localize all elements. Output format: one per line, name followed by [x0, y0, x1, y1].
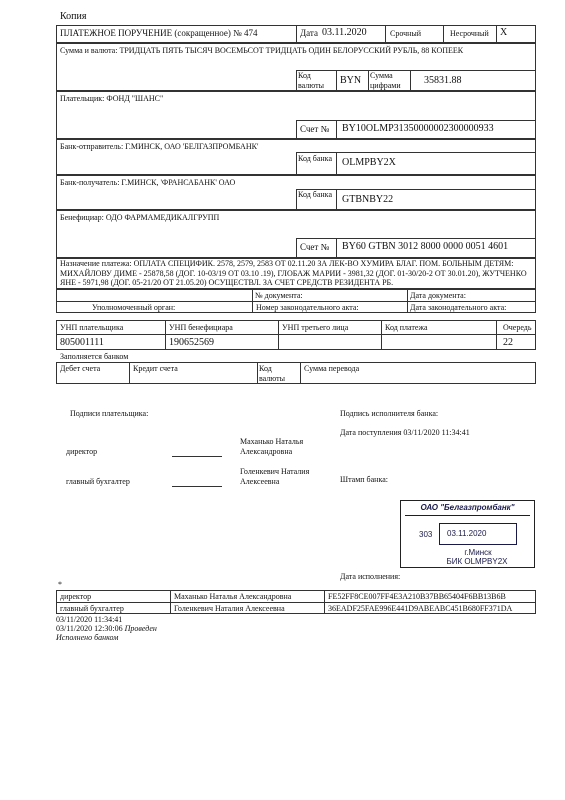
date-label: Дата: [300, 28, 318, 38]
payer-account-label: Счет №: [300, 124, 330, 134]
footer-executed: Исполнено банком: [56, 633, 119, 642]
stamp-city: г.Минск: [464, 548, 492, 557]
stamp-bik: БИК OLMPBY2X: [446, 557, 508, 566]
accountant-label: главный бухгалтер: [66, 477, 130, 486]
footer-processed-date: 03/11/2020 12:30:06: [56, 624, 123, 633]
bank-section-label: Заполняется банком: [60, 352, 129, 361]
act-number-label: Номер законодательного акта:: [256, 303, 359, 312]
accountant-name-line1: Голенкевич Наталия: [240, 467, 310, 476]
accountant-name-line2: Алексеевна: [240, 477, 280, 486]
asterisk-mark: *: [58, 580, 62, 589]
doc-date-label: Дата документа:: [410, 291, 466, 300]
nonurgent-mark: X: [500, 27, 508, 38]
sender-bank-label: Банк-отправитель: Г.МИНСК, ОАО 'БЕЛГАЗПРОМБАНК': [60, 142, 259, 151]
queue-value: 22: [503, 337, 513, 348]
queue-label: Очередь: [503, 323, 532, 332]
payment-code-label: Код платежа: [385, 323, 428, 332]
ecp-row-hash: 36EADF25FAE996E441D9ABEABC451B680FF371DA: [328, 604, 513, 613]
copy-label: Копия: [60, 11, 87, 22]
ecp-row-name: Маханько Наталья Александровна: [174, 592, 292, 601]
bank-signature-label: Подпись исполнителя банка:: [340, 409, 439, 418]
document-title: ПЛАТЕЖНОЕ ПОРУЧЕНИЕ (сокращенное) № 474: [60, 28, 258, 38]
sum-digits: 35831.88: [424, 75, 462, 86]
payer-label: Плательщик: ФОНД "ШАНС": [60, 94, 164, 103]
urgent-label: Срочный: [390, 29, 422, 38]
act-date-label: Дата законодательного акта:: [410, 303, 507, 312]
ecp-row-hash: FE52FF8CE007FF4E3A210B37BB65404F6BB13B6B: [328, 592, 506, 601]
authorized-body-label: Уполномоченный орган:: [92, 303, 176, 312]
footer-timestamp: 03/11/2020 11:34:41: [56, 615, 123, 624]
unp-payer-label: УНП плательщика: [60, 323, 124, 332]
ecp-row-name: Голенкевич Наталия Алексеевна: [174, 604, 285, 613]
received-date: Дата поступления 03/11/2020 11:34:41: [340, 428, 470, 437]
amount-label: Сумма и валюта: ТРИДЦАТЬ ПЯТЬ ТЫСЯЧ ВОСЕМЬСОТ ТРИДЦАТЬ ОДИН БЕЛОРУССКИЙ РУБЛЬ, 88 КОПЕЕК: [60, 46, 464, 55]
beneficiary-account: BY60 GTBN 3012 8000 0000 0051 4601: [342, 241, 509, 252]
stamp-date: 03.11.2020: [447, 529, 487, 538]
unp-beneficiary-label: УНП бенефициара: [169, 323, 233, 332]
unp-third-label: УНП третьего лица: [282, 323, 349, 332]
stamp-label: Штамп банка:: [340, 475, 388, 484]
credit-label: Кредит счета: [133, 364, 178, 373]
execution-date-label: Дата исполнения:: [340, 572, 401, 581]
bank-stamp: [400, 500, 535, 568]
date-value: 03.11.2020: [322, 27, 367, 38]
receiver-bank-code-label: Код банка: [298, 190, 332, 199]
currency-code: BYN: [340, 75, 362, 86]
payer-account: BY10OLMP31350000002300000933: [342, 123, 494, 134]
transfer-sum-label: Сумма перевода: [304, 364, 360, 373]
payer-signatures-label: Подписи плательщика:: [70, 409, 149, 418]
beneficiary-account-label: Счет №: [300, 242, 330, 252]
ecp-row-role: директор: [60, 592, 92, 601]
director-name-line1: Маханько Наталья: [240, 437, 304, 446]
director-label: директор: [66, 447, 98, 456]
unp-beneficiary-value: 190652569: [169, 337, 214, 348]
nonurgent-label: Несрочный: [450, 29, 489, 38]
currency-code-label: Код валюты: [298, 71, 325, 90]
sender-bank-code-label: Код банка: [298, 154, 332, 163]
footer-processed-status: Проведен: [124, 624, 157, 633]
beneficiary-label: Бенефициар: ОДО ФАРМАМЕДИКАЛГРУПП: [60, 213, 220, 222]
payment-purpose: Назначение платежа: ОПЛАТА СПЕЦИФИК. 2578, 2579, 2583 ОТ 02.11.20 ЗА ЛЕК-ВО ХУМИРА БЛАГ. ПОМ. БОЛЬНЫМ ДЕТЯМ: МИХАЙЛОВУ ДИМЕ - 25878,58 (ДОГ. 10-03/19 ОТ 03.10 .19), ГЛОБАЖ МАРИИ - 3981,32 (ДОГ. 01-30/20-2 ОТ 30.01.20), ЖУТЧЕНКО ЯНЕ - 5971,98 (ДОГ. 05-21/20 ОТ 21.05.20) ОСУЩЕСТВЛ. ЗА СЧЕТ СРЕДСТВ РЕЗИДЕНТА РБ.: [60, 259, 527, 288]
ecp-row-role: главный бухгалтер: [60, 604, 124, 613]
receiver-bank-label: Банк-получатель: Г.МИНСК, 'ФРАНСАБАНК' ОАО: [60, 178, 236, 187]
sum-digits-label: Сумма цифрами: [370, 71, 401, 90]
director-name-line2: Александровна: [240, 447, 293, 456]
sender-bank-code: OLMPBY2X: [342, 157, 396, 168]
stamp-number: 303: [419, 530, 433, 539]
unp-payer-value: 805001111: [60, 337, 104, 348]
receiver-bank-code: GTBNBY22: [342, 194, 394, 205]
currency-label: Код валюты: [259, 364, 286, 383]
doc-number-label: № документа:: [255, 291, 303, 300]
debit-label: Дебет счета: [60, 364, 101, 373]
stamp-bank-name: ОАО "Белгазпромбанк": [420, 503, 515, 512]
